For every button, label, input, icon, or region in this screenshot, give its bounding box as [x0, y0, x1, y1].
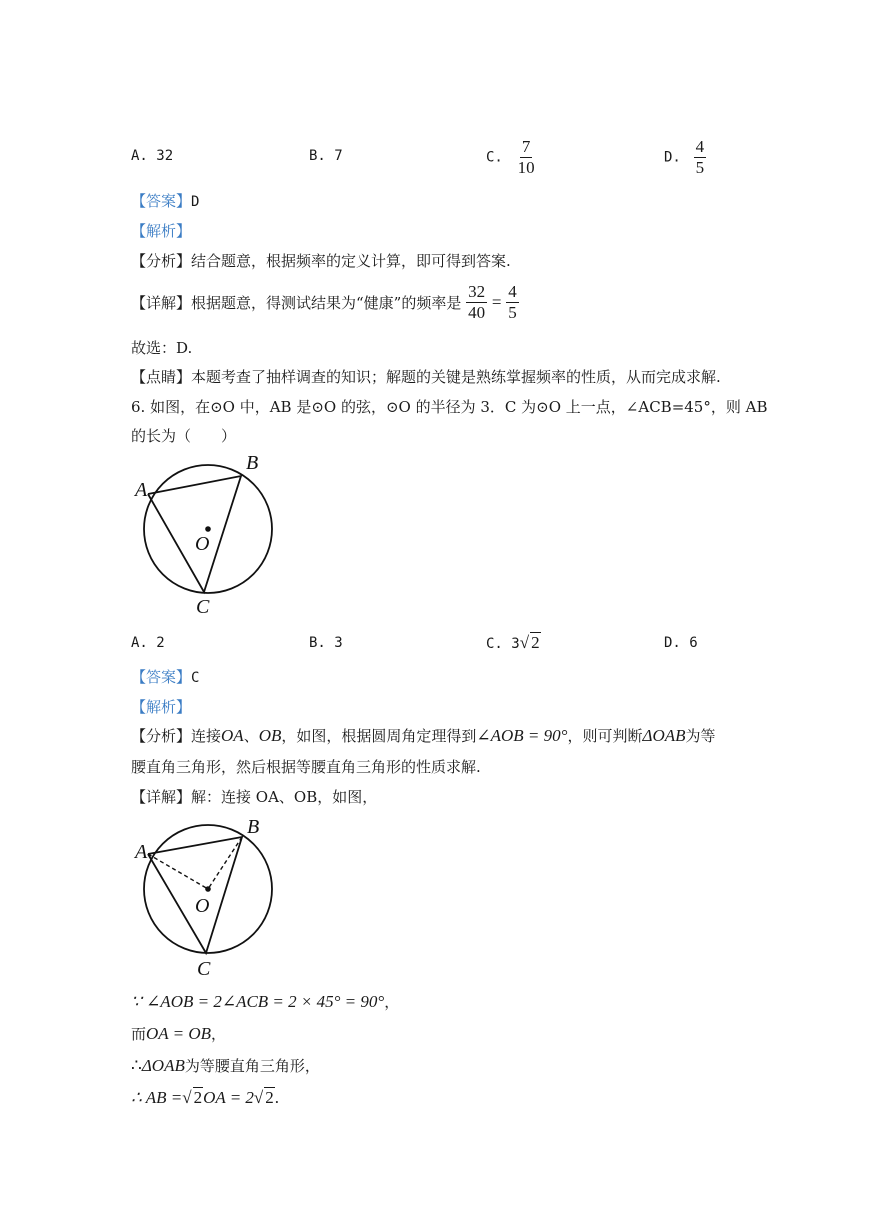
q6-fenxi-line1 — [131, 725, 716, 746]
step-3-text: 为等腰直角三角形， — [184, 1057, 320, 1075]
sqrt-radicand: 2 — [265, 1088, 274, 1107]
step-3 — [131, 1055, 320, 1076]
step-2-prefix: 而 — [131, 1025, 147, 1043]
fraction-numerator: 4 — [508, 282, 517, 301]
sqrt-sign: √ — [253, 1088, 264, 1107]
analysis-tag: 【解析】 — [131, 222, 192, 240]
q6-analysis-tag: 【解析】 — [131, 698, 192, 716]
q6-option-a: A. 2 — [131, 635, 165, 651]
circle-figure-1 — [131, 452, 276, 622]
fraction-denominator: 5 — [508, 302, 517, 322]
sqrt-sign: √ — [519, 633, 530, 652]
fraction-numerator: 32 — [468, 282, 486, 301]
choice-line: 故选：D. — [131, 339, 193, 357]
step-2-tail: ， — [211, 1025, 227, 1043]
step-3-triangle: ΔOAB — [141, 1056, 185, 1075]
q6-xiangjie: 【详解】解：连接 OA、OB，如图， — [131, 788, 378, 806]
label-c: C — [197, 958, 211, 980]
analysis-xiangjie — [131, 283, 519, 322]
question-6-stem-line1: 6. 如图，在⊙O 中，AB 是⊙O 的弦，⊙O 的半径为 3．C 为⊙O 上一点，∠ACB=45°，则 AB — [131, 398, 768, 416]
center-point — [205, 886, 211, 892]
q6-option-c-label: C. 3 — [486, 636, 520, 652]
step-1 — [131, 991, 399, 1012]
step-4-mid: OA = 2 — [203, 1088, 254, 1107]
fraction-numerator: 4 — [695, 137, 705, 156]
q6-option-b: B. 3 — [309, 635, 343, 651]
label-b: B — [247, 816, 260, 838]
label-o: O — [195, 895, 210, 917]
circle-figure-2 — [131, 814, 276, 982]
fenxi-prefix: 【分析】连接 — [131, 727, 222, 745]
fenxi-sep: 、 — [243, 727, 259, 745]
step-1-tail: ， — [384, 993, 400, 1011]
fraction-numerator: 7 — [521, 137, 531, 156]
answer-tag: 【答案】 — [131, 668, 192, 686]
q6-option-c — [486, 632, 541, 653]
label-a: A — [135, 479, 148, 501]
q6-fenxi-line2: 腰直角三角形，然后根据等腰直角三角形的性质求解. — [131, 758, 481, 776]
option-b: B. 7 — [309, 148, 343, 164]
step-2-math: OA = OB — [146, 1024, 212, 1043]
step-1-math: ∵ ∠AOB = 2∠ACB = 2 × 45° = 90° — [131, 992, 385, 1011]
fenxi-mid: ，如图，根据圆周角定理得到 — [281, 727, 477, 745]
segment-ob: OB — [258, 726, 282, 745]
step-2 — [131, 1023, 226, 1044]
label-o: O — [195, 533, 210, 555]
label-c: C — [196, 596, 210, 618]
answer-tag: 【答案】 — [131, 192, 192, 210]
center-point — [205, 526, 211, 532]
fraction-denominator: 5 — [695, 157, 705, 177]
q6-answer-line — [131, 666, 199, 687]
triangle-oab: ΔOAB — [642, 726, 686, 745]
answer-value: C — [191, 670, 200, 686]
answer-line — [131, 190, 199, 211]
label-a: A — [135, 841, 148, 863]
option-a: A. 32 — [131, 148, 174, 164]
fenxi-mid2: ，则可判断 — [567, 727, 643, 745]
option-c-label: C. — [486, 149, 503, 166]
option-d-fraction — [694, 138, 707, 177]
answer-value: D — [191, 194, 200, 210]
step-4-tail: . — [274, 1088, 280, 1107]
analysis-fenxi: 【分析】结合题意，根据频率的定义计算，即可得到答案. — [131, 252, 511, 270]
label-b: B — [246, 452, 259, 474]
equals-sign: = — [491, 292, 502, 312]
fenxi-end: 为等 — [685, 727, 716, 745]
sqrt-radicand: 2 — [531, 633, 540, 652]
option-d — [664, 138, 706, 177]
fraction-denominator: 10 — [517, 157, 535, 177]
xiangjie-text: 【详解】根据题意，得测试结果为“健康”的频率是 — [131, 293, 462, 312]
option-d-label: D. — [664, 149, 681, 166]
angle-aob: ∠AOB = 90° — [476, 726, 568, 745]
dianjing-line: 【点睛】本题考查了抽样调查的知识；解题的关键是熟练掌握频率的性质，从而完成求解. — [131, 368, 721, 386]
option-c-fraction — [516, 138, 537, 177]
fraction-4-5 — [506, 283, 519, 322]
option-c — [486, 138, 537, 177]
sqrt-sign: √ — [182, 1088, 192, 1107]
question-6-stem-line2: 的长为（ ） — [131, 427, 237, 445]
fraction-denominator: 40 — [468, 302, 486, 322]
segment-oa: OA — [221, 726, 244, 745]
fraction-32-40 — [466, 283, 487, 322]
sqrt-radicand: 2 — [193, 1088, 203, 1107]
step-4 — [131, 1087, 279, 1108]
q6-option-d: D. 6 — [664, 635, 698, 651]
step-4-prefix: ∴ AB = — [131, 1088, 183, 1107]
step-3-prefix: ∴ — [131, 1056, 142, 1075]
